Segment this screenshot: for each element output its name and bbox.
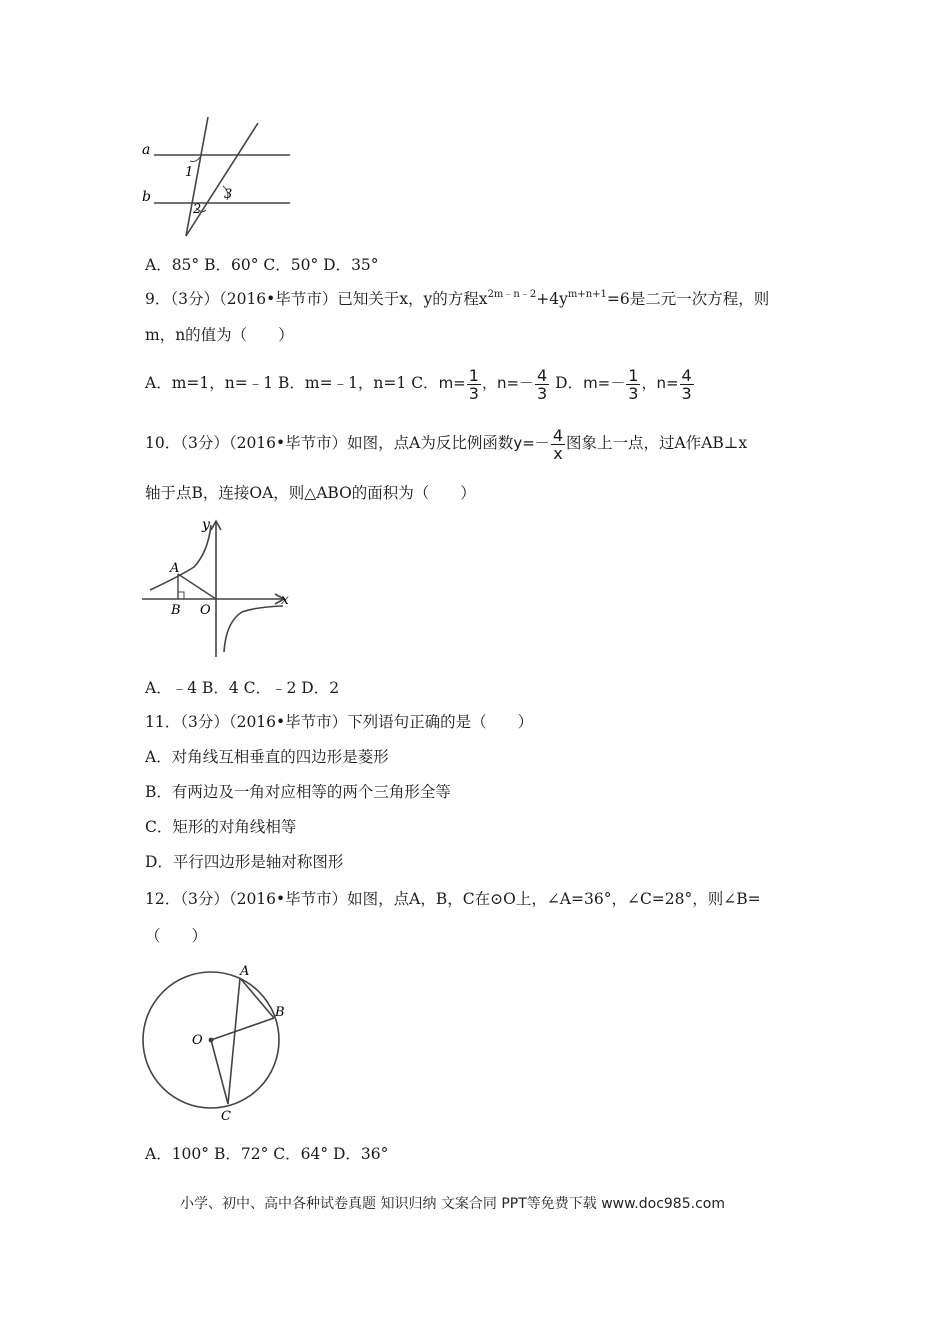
q12-label-a: A	[240, 964, 250, 979]
q10-hyperbola-figure	[138, 512, 298, 662]
q11-option-d: D．平行四边形是轴对称图形	[145, 853, 344, 871]
q11-stem: 11．（3分）（2016•毕节市）下列语句正确的是（ ）	[145, 713, 534, 731]
q11-option-c: C．矩形的对角线相等	[145, 818, 297, 836]
q10-stem-line2: 轴于点B，连接OA，则△ABO的面积为（ ）	[145, 484, 476, 502]
q9-options: A．m=1，n=﹣1 B．m=﹣1，n=1 C．m= $\frac{1}{3}$ ，n=－ $\frac{4}{3}$ D．m=－ $\frac{1}{3}$ ，n= $\frac{4}{3}$	[145, 365, 692, 403]
q12-stem: 12．（3分）（2016•毕节市）如图，点A，B，C在⊙O上，∠A=36°，∠C=28°，则∠B=	[145, 890, 761, 908]
q10-label-y: y	[202, 517, 210, 533]
q9-stem-line2: m，n的值为（ ）	[145, 326, 294, 344]
q9-d-n-fraction: $\frac{4}{3}$	[681, 365, 692, 403]
q9-d-m-fraction: $\frac{1}{3}$	[628, 365, 639, 403]
q8-options: A．85° B．60° C．50° D．35°	[145, 256, 379, 274]
q8-parallel-lines-figure	[138, 112, 298, 242]
q8-label-3: 3	[224, 187, 233, 202]
q9-c-m-fraction: $\frac{1}{3}$	[468, 365, 479, 403]
q11-option-a: A．对角线互相垂直的四边形是菱形	[145, 748, 389, 766]
page-footer: 小学、初中、高中各种试卷真题 知识归纳 文案合同 PPT等免费下载 www.doc985.com	[180, 1196, 725, 1212]
q12-stem-line2: （ ）	[145, 927, 208, 945]
q12-label-c: C	[221, 1109, 231, 1124]
q10-label-a: A	[170, 561, 180, 576]
q10-options: A．﹣4 B．4 C．﹣2 D．2	[145, 679, 340, 697]
q9-stem: 9．（3分）（2016•毕节市）已知关于x，y的方程$x^{2m﹣n﹣2}+4y^{m+n+1}=6$是二元一次方程，则	[145, 289, 770, 308]
q12-circle-figure	[138, 958, 298, 1128]
q8-label-1: 1	[185, 165, 194, 180]
q12-options: A．100° B．72° C．64° D．36°	[145, 1145, 389, 1163]
q9-c-n-fraction: $\frac{4}{3}$	[537, 365, 548, 403]
q8-label-b: b	[142, 189, 151, 205]
q12-label-b: B	[275, 1005, 285, 1020]
q10-label-o: O	[200, 603, 211, 618]
q11-option-b: B．有两边及一角对应相等的两个三角形全等	[145, 783, 451, 801]
q8-label-a: a	[142, 142, 151, 158]
q10-function-fraction: $\frac{4}{x}$	[552, 425, 564, 463]
q12-label-o: O	[192, 1033, 203, 1048]
q8-label-2: 2	[193, 202, 202, 217]
q10-label-x: x	[281, 592, 289, 608]
q10-stem: 10．（3分）（2016•毕节市）如图，点A为反比例函数y=－ $\frac{4}{x}$ 图象上一点，过A作AB⊥x	[145, 425, 748, 463]
q10-label-b: B	[171, 603, 181, 618]
